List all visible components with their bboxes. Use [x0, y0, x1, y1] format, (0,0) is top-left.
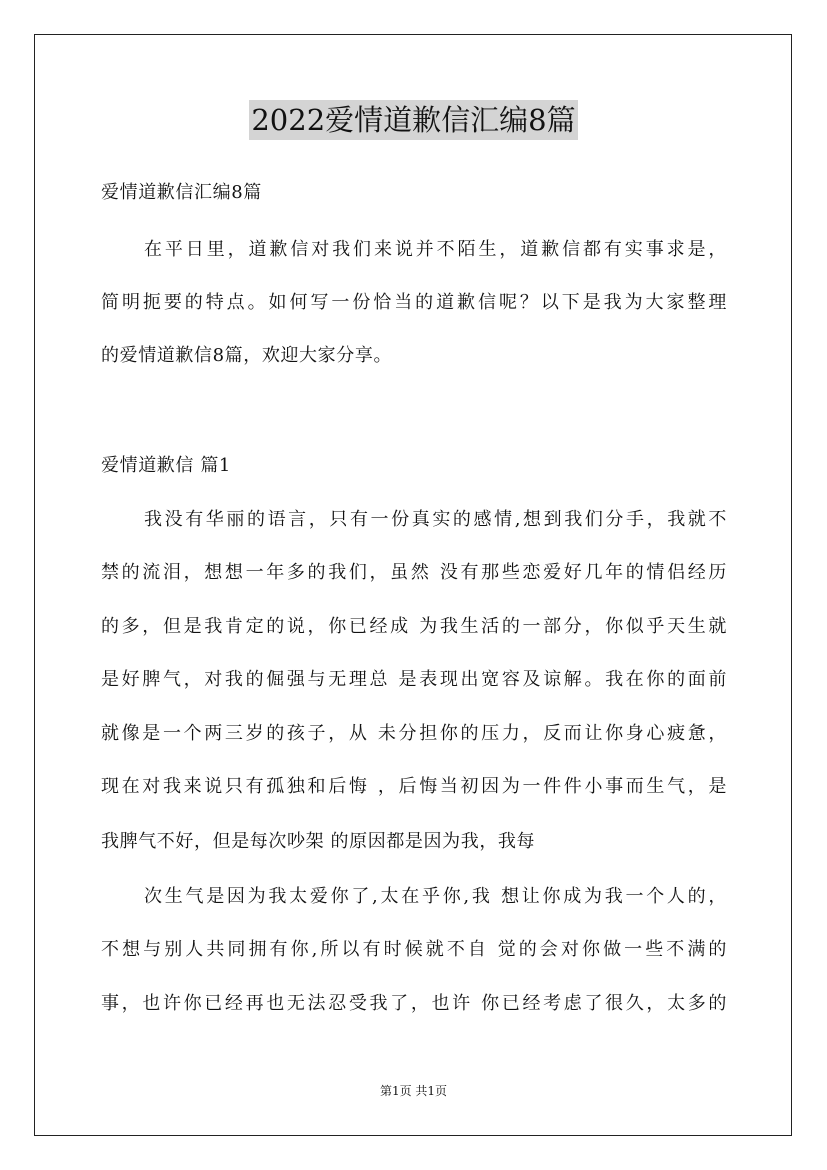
paragraph1-line-2: 禁的流泪，想想一年多的我们，虽然 没有那些恋爱好几年的情侣经历	[101, 562, 727, 583]
paragraph2-line-1: 次生气是因为我太爱你了,太在乎你,我 想让你成为我一个人的，	[144, 886, 727, 907]
document-subtitle: 爱情道歉信汇编8篇	[101, 182, 262, 203]
intro-line-3: 的爱情道歉信8篇，欢迎大家分享。	[101, 345, 393, 366]
paragraph1-line-6: 现在对我来说只有孤独和后悔 ，后悔当初因为一件件小事而生气，是	[101, 776, 727, 797]
paragraph2-line-3: 事，也许你已经再也无法忍受我了，也许 你已经考虑了很久，太多的	[101, 993, 727, 1014]
paragraph1-line-4: 是好脾气，对我的倔强与无理总 是表现出宽容及谅解。我在你的面前	[101, 669, 727, 690]
paragraph1-line-5: 就像是一个两三岁的孩子，从 未分担你的压力，反而让你身心疲惫，	[101, 723, 727, 744]
paragraph2-line-2: 不想与别人共同拥有你,所以有时候就不自 觉的会对你做一些不满的	[101, 939, 727, 960]
intro-line-1: 在平日里，道歉信对我们来说并不陌生，道歉信都有实事求是，	[144, 239, 727, 260]
page-footer: 第1页 共1页	[379, 1084, 448, 1098]
paragraph1-line-7: 我脾气不好，但是每次吵架 的原因都是因为我，我每	[101, 831, 536, 852]
section-heading: 爱情道歉信 篇1	[101, 455, 231, 476]
document-title: 2022爱情道歉信汇编8篇	[249, 100, 577, 140]
title-container	[0, 100, 827, 140]
paragraph1-line-1: 我没有华丽的语言，只有一份真实的感情,想到我们分手，我就不	[144, 509, 727, 530]
paragraph1-line-3: 的多，但是我肯定的说，你已经成 为我生活的一部分，你似乎天生就	[101, 616, 727, 637]
intro-line-2: 简明扼要的特点。如何写一份恰当的道歉信呢？以下是我为大家整理	[101, 292, 727, 313]
